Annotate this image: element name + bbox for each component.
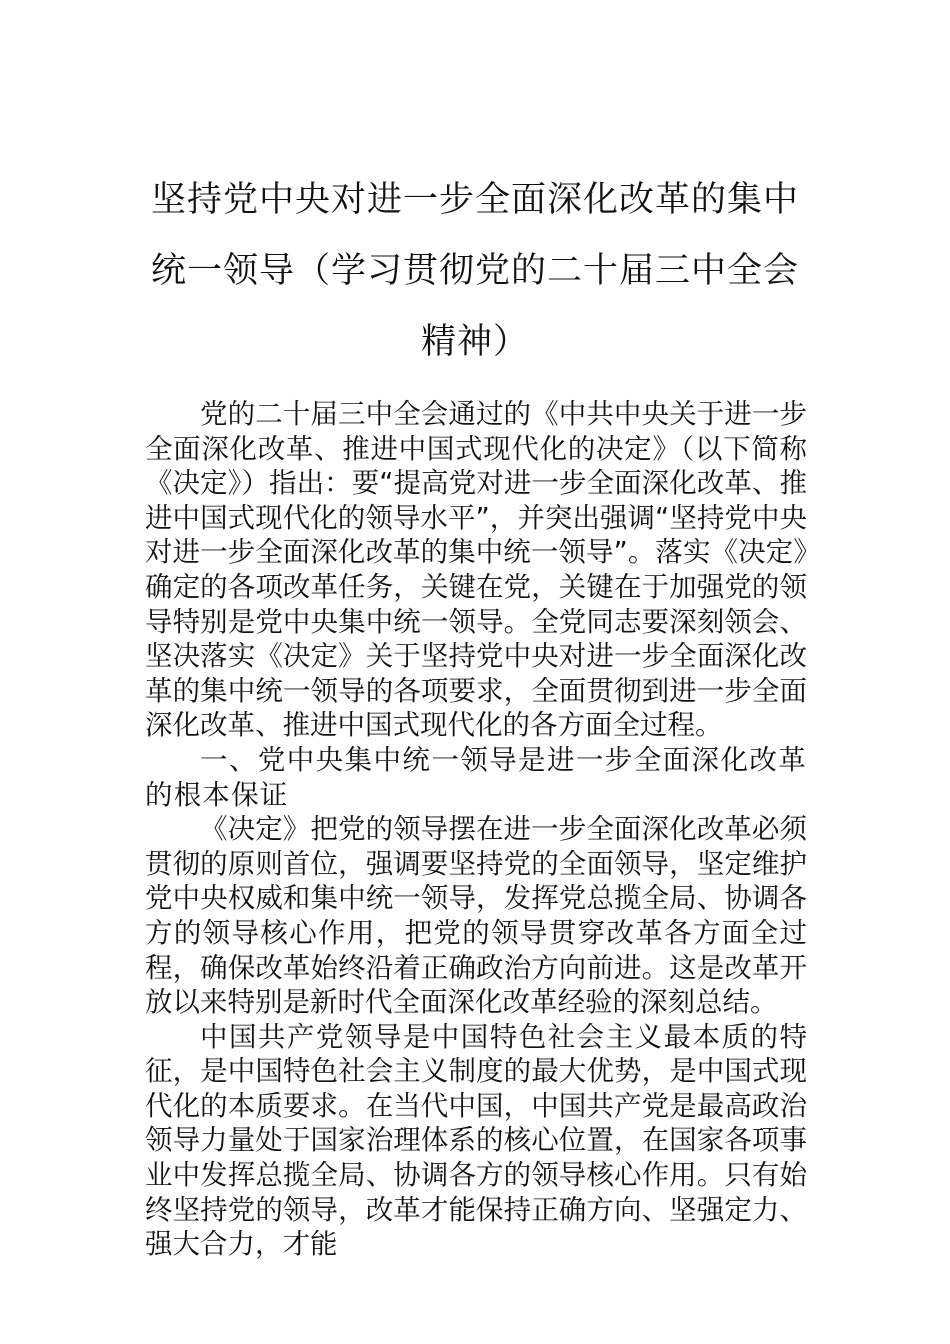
document-title: 坚持党中央对进一步全面深化改革的集中统一领导（学习贯彻党的二十届三中全会精神）	[150, 180, 799, 362]
paragraph-section1-a: 《决定》把党的领导摆在进一步全面深化改革必须贯彻的原则首位，强调要坚持党的全面领导，坚定维护党中央权威和集中统一领导，发挥党总揽全局、协调各方的领导核心作用，把党的领导贯穿改革各方面全过程，确保改革始终沿着正确政治方向前进。这是改革开放以来特别是新时代全面深化改革经验的深刻总结。	[145, 813, 807, 1019]
paragraph-intro: 党的二十届三中全会通过的《中共中央关于进一步全面深化改革、推进中国式现代化的决定》（以下简称《决定》）指出：要“提高党对进一步全面深化改革、推进中国式现代化的领导水平”，并突出强调“坚持党中央对进一步全面深化改革的集中统一领导”。落实《决定》确定的各项改革任务，关键在党，关键在于加强党的领导特别是党中央集中统一领导。全党同志要深刻领会、坚决落实《决定》关于坚持党中央对进一步全面深化改革的集中统一领导的各项要求，全面贯彻到进一步全面深化改革、推进中国式现代化的各方面全过程。	[145, 398, 807, 742]
document-body	[145, 397, 807, 1262]
paragraph-section1-b: 中国共产党领导是中国特色社会主义最本质的特征，是中国特色社会主义制度的最大优势，是中国式现代化的本质要求。在当代中国，中国共产党是最高政治领导力量处于国家治理体系的核心位置，在国家各项事业中发挥总揽全局、协调各方的领导核心作用。只有始终坚持党的领导，改革才能保持正确方向、坚强定力、强大合力，才能	[145, 1020, 807, 1261]
section-heading-1: 一、党中央集中统一领导是进一步全面深化改革的根本保证	[145, 743, 807, 811]
